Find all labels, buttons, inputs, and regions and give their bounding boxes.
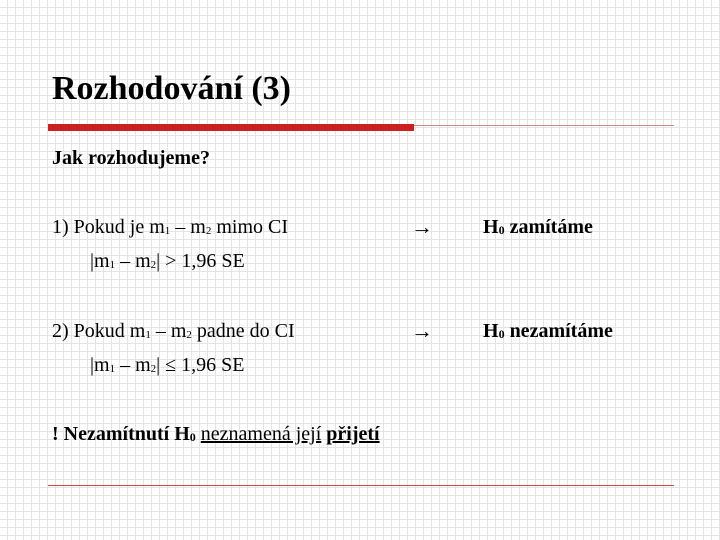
- title-underline-rule: [414, 125, 674, 126]
- slide-subtitle: Jak rozhodujeme?: [52, 147, 210, 169]
- rule-1-condition: 1) Pokud je m1 – m2 mimo CI: [52, 216, 289, 238]
- note-emphasis: přijetí: [326, 423, 380, 445]
- slide-title: Rozhodování (3): [52, 70, 291, 107]
- note-underlined-text: neznamená její: [200, 423, 322, 445]
- rule-1-inequality: |m1 – m2| > 1,96 SE: [90, 250, 245, 272]
- rule-1-result: H0 zamítáme: [483, 216, 593, 238]
- rule-2-arrow-icon: →: [411, 318, 433, 343]
- rule-2-inequality: |m1 – m2| ≤ 1,96 SE: [90, 354, 245, 376]
- rule-1-arrow-icon: →: [411, 214, 433, 239]
- footer-divider: [48, 485, 674, 486]
- note-warning: ! Nezamítnutí H0 neznamená její přijetí: [52, 423, 380, 445]
- rule-2-result: H0 nezamítáme: [483, 320, 613, 342]
- rule-2-prefix: 2) Pokud: [52, 320, 130, 342]
- rule-1-prefix: 1) Pokud je: [52, 216, 150, 238]
- title-underline-accent: [48, 124, 414, 131]
- rule-2-condition: 2) Pokud m1 – m2 padne do CI: [52, 320, 295, 342]
